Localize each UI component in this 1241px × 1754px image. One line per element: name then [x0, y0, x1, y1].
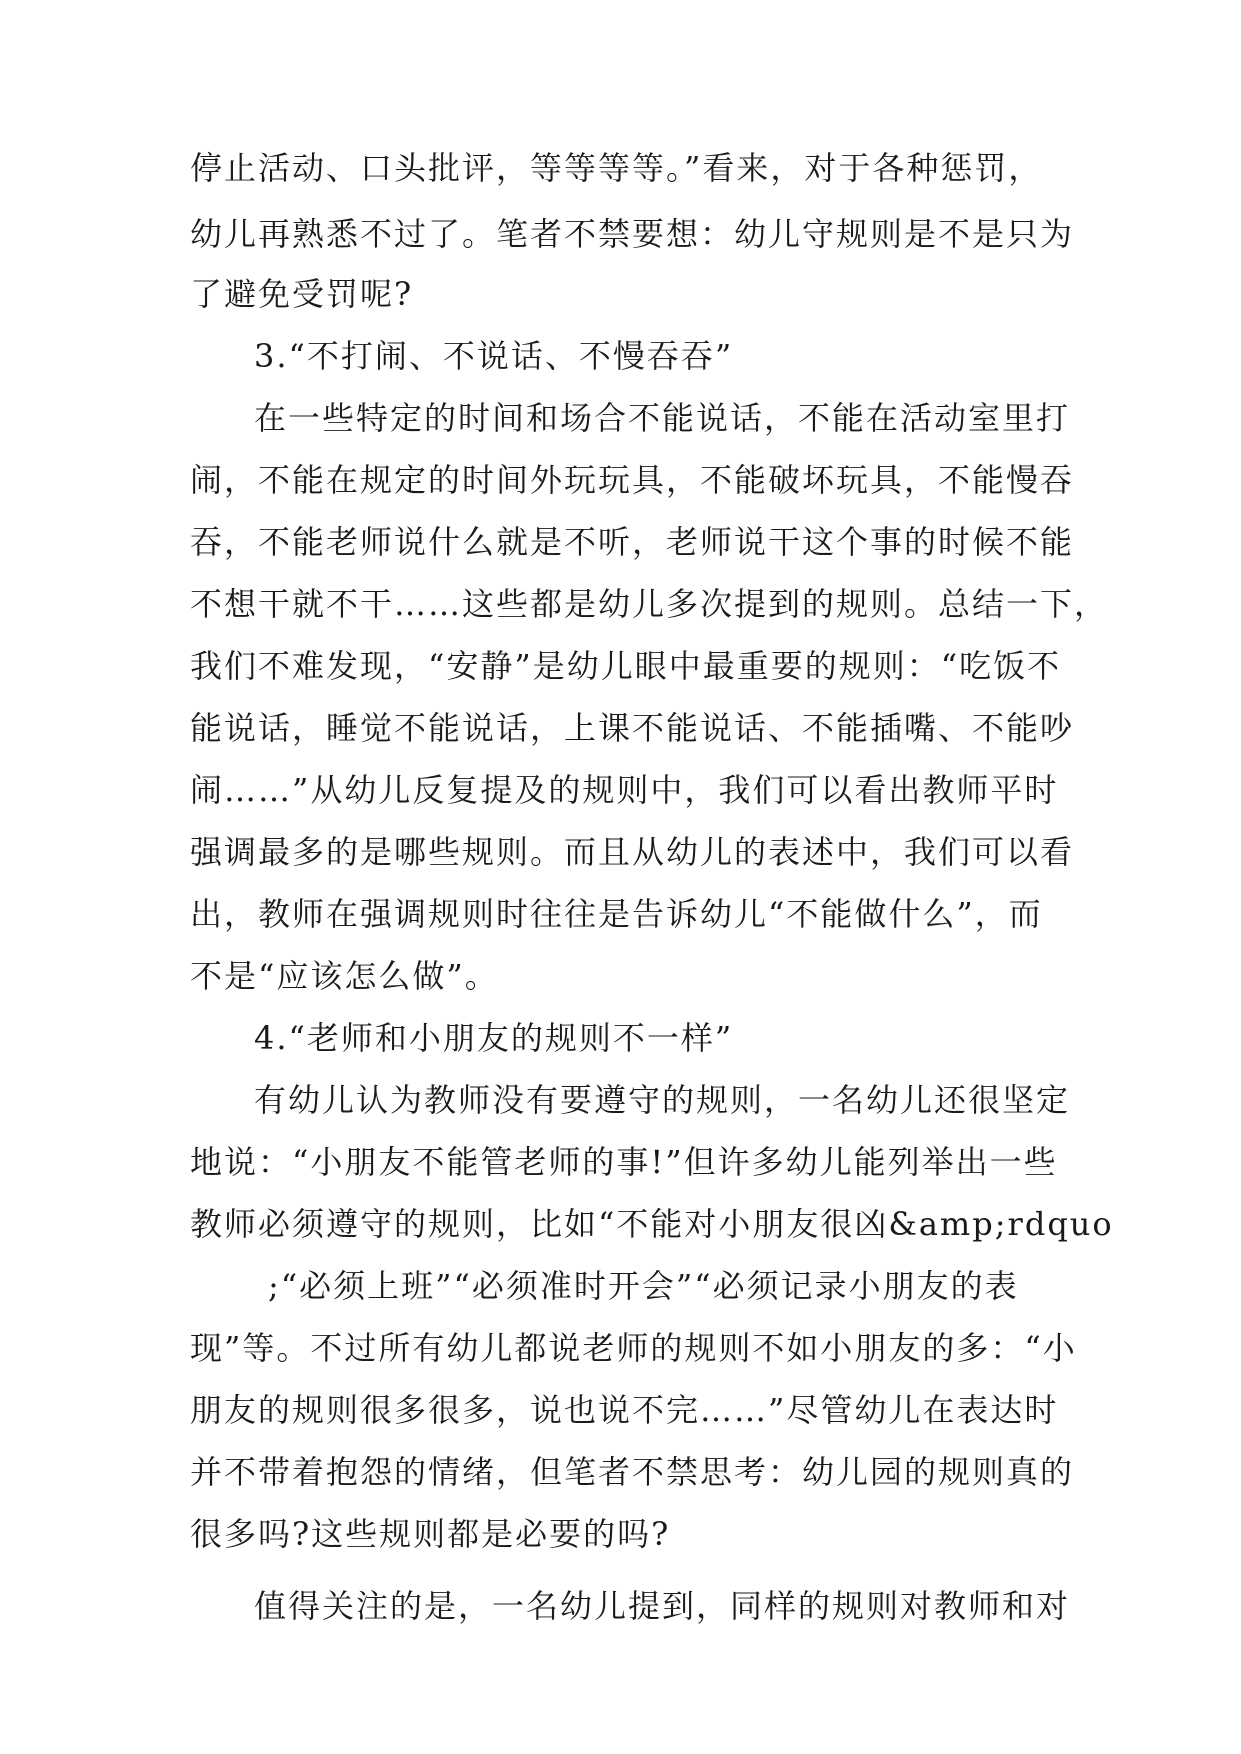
text-line: 现”等。不过所有幼儿都说老师的规则不如小朋友的多：“小 [190, 1329, 1077, 1367]
text-line: 出，教师在强调规则时往往是告诉幼儿“不能做什么”，而 [190, 895, 1043, 933]
text-line: 闹，不能在规定的时间外玩玩具，不能破坏玩具，不能慢吞 [190, 461, 1075, 499]
text-line: 有幼儿认为教师没有要遵守的规则，一名幼儿还很坚定 [254, 1081, 1071, 1119]
text-line: 不是“应该怎么做”。 [190, 957, 499, 995]
text-line: 了避免受罚呢? [190, 275, 414, 313]
text-line: 不想干就不干……这些都是幼儿多次提到的规则。总结一下， [190, 585, 1109, 623]
text-line: 在一些特定的时间和场合不能说话，不能在活动室里打 [254, 399, 1071, 437]
text-line: 我们不难发现，“安静”是幼儿眼中最重要的规则：“吃饭不 [190, 647, 1062, 685]
section-heading: 3.“不打闹、不说话、不慢吞吞” [254, 337, 734, 375]
text-line: 朋友的规则很多很多，说也说不完……”尽管幼儿在表达时 [190, 1391, 1059, 1429]
text-line: 能说话，睡觉不能说话，上课不能说话、不能插嘴、不能吵 [190, 709, 1075, 747]
text-line: 吞，不能老师说什么就是不听，老师说干这个事的时候不能 [190, 523, 1075, 561]
text-line: 闹……”从幼儿反复提及的规则中，我们可以看出教师平时 [190, 771, 1059, 809]
text-line: 幼儿再熟悉不过了。笔者不禁要想：幼儿守规则是不是只为 [190, 215, 1075, 253]
text-line: 很多吗?这些规则都是必要的吗? [190, 1515, 671, 1553]
text-line: 教师必须遵守的规则，比如“不能对小朋友很凶&amp;rdquo [190, 1205, 1114, 1243]
text-line: 并不带着抱怨的情绪，但笔者不禁思考：幼儿园的规则真的 [190, 1453, 1075, 1491]
section-heading: 4.“老师和小朋友的规则不一样” [254, 1019, 734, 1057]
text-line: 地说：“小朋友不能管老师的事!”但许多幼儿能列举出一些 [190, 1143, 1058, 1181]
text-line: 强调最多的是哪些规则。而且从幼儿的表述中，我们可以看 [190, 833, 1075, 871]
text-line: 停止活动、口头批评，等等等等。”看来，对于各种惩罚， [190, 149, 1043, 187]
text-line: 值得关注的是，一名幼儿提到，同样的规则对教师和对 [254, 1587, 1071, 1625]
text-line: ;“必须上班”“必须准时开会”“必须记录小朋友的表 [268, 1267, 1019, 1305]
